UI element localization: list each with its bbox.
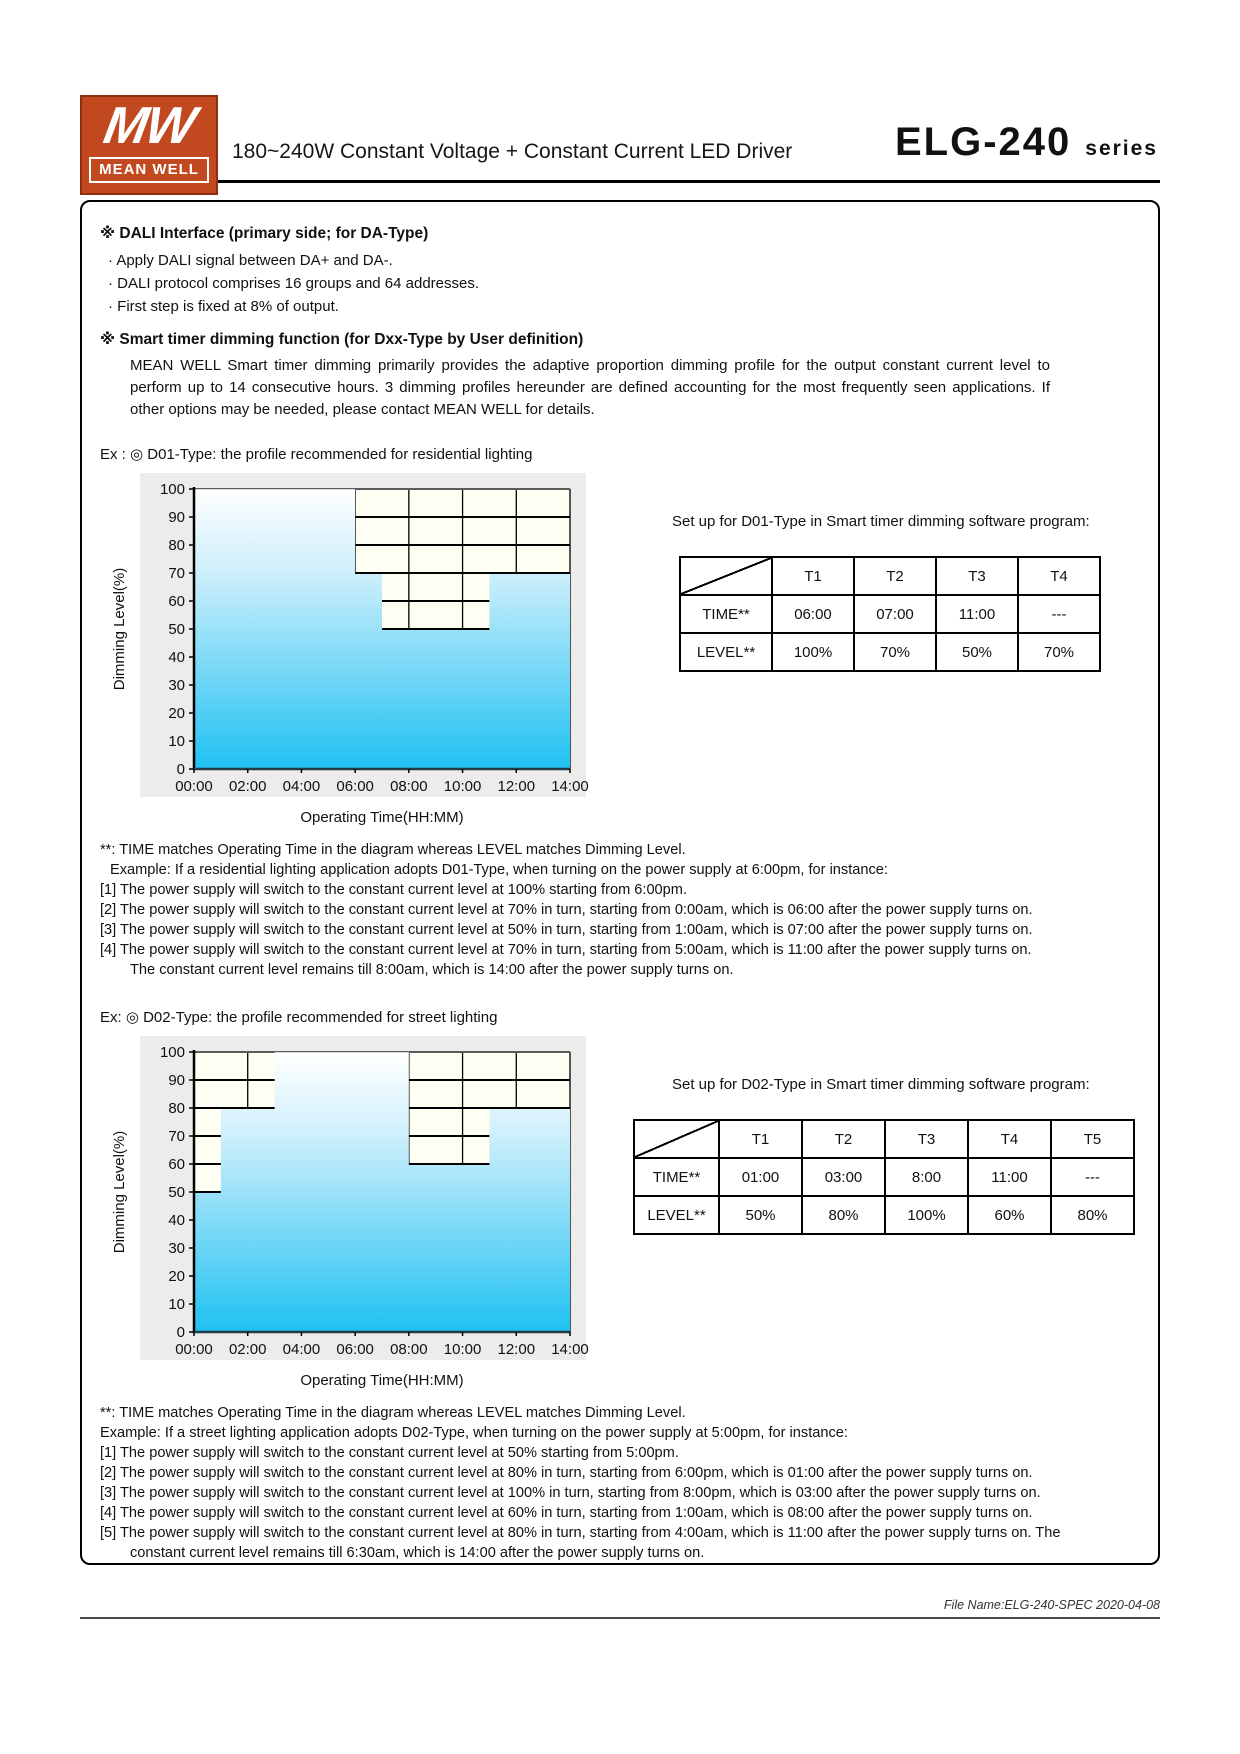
- logo-brand-text: MEAN WELL: [89, 157, 209, 183]
- cell: 80%: [802, 1196, 885, 1234]
- table-row: [634, 1196, 1134, 1234]
- svg-text:80: 80: [168, 1100, 185, 1117]
- series-title: [895, 120, 1158, 165]
- d02-note-5-continuation: constant current level remains till 6:30am, which is 14:00 after the power supply turns on.: [130, 1545, 705, 1561]
- cell: 07:00: [854, 595, 936, 633]
- col-header: T3: [885, 1120, 968, 1158]
- table-row: [680, 633, 1100, 671]
- cell: 70%: [854, 633, 936, 671]
- footer-file-name: File Name:ELG-240-SPEC 2020-04-08: [80, 1598, 1160, 1619]
- d01-note-4: [4] The power supply will switch to the constant current level at 70% in turn, starting from 5:00am, which is 11:00 after the power supply turns on.: [100, 942, 1032, 958]
- header-rule: [218, 180, 1160, 183]
- dali-bullet-1: · Apply DALI signal between DA+ and DA-.: [108, 252, 393, 269]
- svg-text:00:00: 00:00: [175, 778, 213, 795]
- col-header: T1: [772, 557, 854, 595]
- d02-example-intro: Example: If a street lighting application adopts D02-Type, when turning on the power supply at 5:00pm, for instance:: [100, 1425, 848, 1441]
- diagonal-corner-cell: [634, 1120, 719, 1158]
- col-header: T2: [854, 557, 936, 595]
- d02-x-axis-title: Operating Time(HH:MM): [300, 1372, 464, 1389]
- svg-text:60: 60: [168, 1156, 185, 1173]
- dali-bullet-2: · DALI protocol comprises 16 groups and 64 addresses.: [108, 275, 480, 292]
- d01-note-2: [2] The power supply will switch to the constant current level at 70% in turn, starting from 0:00am, which is 06:00 after the power supply turns on.: [100, 902, 1033, 918]
- d02-chart-widget: [110, 1036, 590, 1389]
- cell: ---: [1051, 1158, 1134, 1196]
- svg-text:Dimming Level(%): Dimming Level(%): [111, 567, 128, 691]
- content-box: [80, 200, 1160, 1565]
- svg-text:02:00: 02:00: [228, 1341, 267, 1358]
- svg-text:08:00: 08:00: [390, 1341, 428, 1358]
- d02-chart-block: [110, 1036, 1140, 1389]
- d01-footnote: **: TIME matches Operating Time in the diagram whereas LEVEL matches Dimming Level.: [100, 842, 686, 858]
- d02-footnote: **: TIME matches Operating Time in the diagram whereas LEVEL matches Dimming Level.: [100, 1405, 686, 1421]
- d01-setup-caption: Set up for D01-Type in Smart timer dimming software program:: [672, 513, 1090, 530]
- cell: 06:00: [772, 595, 854, 633]
- svg-text:12:00: 12:00: [497, 778, 536, 795]
- svg-text:50: 50: [168, 1184, 185, 1201]
- d02-dimming-profile-chart: [110, 1036, 590, 1364]
- svg-text:Dimming Level(%): Dimming Level(%): [111, 1130, 128, 1254]
- col-header: T5: [1051, 1120, 1134, 1158]
- row-label: TIME**: [680, 595, 772, 633]
- d02-note-5: [5] The power supply will switch to the constant current level at 80% in turn, starting from 4:00am, which is 11:00 after the power supply turns on. The: [100, 1525, 1061, 1541]
- d02-note-2: [2] The power supply will switch to the constant current level at 80% in turn, starting from 6:00pm, which is 01:00 after the power supply turns on.: [100, 1465, 1033, 1481]
- d02-setup-column: [632, 1036, 1135, 1389]
- col-header: T4: [968, 1120, 1051, 1158]
- svg-text:10:00: 10:00: [443, 778, 482, 795]
- svg-text:60: 60: [168, 593, 185, 610]
- svg-text:06:00: 06:00: [336, 778, 374, 795]
- cell: 100%: [772, 633, 854, 671]
- dali-bullet-3: · First step is fixed at 8% of output.: [108, 298, 339, 315]
- svg-text:08:00: 08:00: [390, 778, 428, 795]
- cell: 80%: [1051, 1196, 1134, 1234]
- d01-example-intro: Example: If a residential lighting application adopts D01-Type, when turning on the power supply at 6:00pm, for instance:: [110, 862, 888, 878]
- col-header: T4: [1018, 557, 1100, 595]
- d01-chart-widget: [110, 473, 590, 826]
- svg-text:70: 70: [168, 565, 185, 582]
- d01-example-label: Ex : ◎ D01-Type: the profile recommended for residential lighting: [100, 446, 533, 463]
- cell: 01:00: [719, 1158, 802, 1196]
- svg-text:40: 40: [168, 649, 185, 666]
- col-header: T2: [802, 1120, 885, 1158]
- series-name: ELG-240: [894, 120, 1072, 164]
- d01-note-3: [3] The power supply will switch to the constant current level at 50% in turn, starting from 1:00am, which is 07:00 after the power supply turns on.: [100, 922, 1033, 938]
- cell: 70%: [1018, 633, 1100, 671]
- table-row: [680, 557, 1100, 595]
- svg-text:40: 40: [168, 1212, 185, 1229]
- d02-note-4: [4] The power supply will switch to the constant current level at 60% in turn, starting from 1:00am, which is 08:00 after the power supply turns on.: [100, 1505, 1033, 1521]
- svg-text:100: 100: [159, 1044, 185, 1061]
- dali-heading: ※ DALI Interface (primary side; for DA-Type): [100, 225, 429, 242]
- col-header: T1: [719, 1120, 802, 1158]
- cell: ---: [1018, 595, 1100, 633]
- cell: 03:00: [802, 1158, 885, 1196]
- d02-note-1: [1] The power supply will switch to the constant current level at 50% starting from 5:00pm.: [100, 1445, 679, 1461]
- svg-text:30: 30: [168, 1240, 185, 1257]
- cell: 100%: [885, 1196, 968, 1234]
- svg-text:30: 30: [168, 677, 185, 694]
- cell: 50%: [719, 1196, 802, 1234]
- document-title: 180~240W Constant Voltage + Constant Current LED Driver: [232, 140, 793, 163]
- svg-text:04:00: 04:00: [282, 778, 321, 795]
- svg-text:02:00: 02:00: [228, 778, 267, 795]
- row-label: LEVEL**: [634, 1196, 719, 1234]
- svg-text:00:00: 00:00: [175, 1341, 213, 1358]
- d01-notes: [100, 840, 1140, 980]
- smart-timer-heading: ※ Smart timer dimming function (for Dxx-Type by User definition): [100, 331, 584, 348]
- meanwell-logo: [80, 95, 218, 195]
- col-header: T3: [936, 557, 1018, 595]
- svg-text:80: 80: [168, 537, 185, 554]
- cell: 50%: [936, 633, 1018, 671]
- logo-mw-monogram: MW: [99, 97, 199, 155]
- d02-setup-table: [633, 1119, 1135, 1235]
- svg-text:06:00: 06:00: [336, 1341, 374, 1358]
- table-row: [634, 1158, 1134, 1196]
- cell: 60%: [968, 1196, 1051, 1234]
- d01-dimming-profile-chart: [110, 473, 590, 801]
- svg-text:12:00: 12:00: [497, 1341, 536, 1358]
- svg-text:04:00: 04:00: [282, 1341, 321, 1358]
- table-row: [634, 1120, 1134, 1158]
- svg-text:14:00: 14:00: [551, 1341, 589, 1358]
- svg-text:0: 0: [176, 1324, 185, 1341]
- svg-text:90: 90: [168, 1072, 185, 1089]
- smart-timer-paragraph: MEAN WELL Smart timer dimming primarily provides the adaptive proportion dimming profile for the output constant current level to perform up to 14 consecutive hours. 3 dimming profiles hereunder are defined accounting for the most frequently seen applications. If other options may be needed, please contact MEAN WELL for details.: [130, 357, 1050, 418]
- svg-text:20: 20: [168, 1268, 185, 1285]
- diagonal-corner-cell: [680, 557, 772, 595]
- d02-notes: [100, 1403, 1140, 1563]
- svg-text:20: 20: [168, 705, 185, 722]
- svg-text:10: 10: [168, 733, 185, 750]
- d01-note-1: [1] The power supply will switch to the constant current level at 100% starting from 6:00pm.: [100, 882, 688, 898]
- d01-note-4-continuation: The constant current level remains till 8:00am, which is 14:00 after the power supply turns on.: [130, 962, 734, 978]
- svg-text:70: 70: [168, 1128, 185, 1145]
- series-suffix: series: [1085, 137, 1158, 160]
- table-row: [680, 595, 1100, 633]
- d02-note-3: [3] The power supply will switch to the constant current level at 100% in turn, starting from 8:00pm, which is 03:00 after the power supply turns on.: [100, 1485, 1041, 1501]
- d01-setup-column: [632, 473, 1101, 826]
- d02-setup-caption: Set up for D02-Type in Smart timer dimming software program:: [672, 1076, 1090, 1093]
- svg-text:0: 0: [176, 761, 185, 778]
- d01-chart-block: [110, 473, 1140, 826]
- d01-x-axis-title: Operating Time(HH:MM): [300, 809, 464, 826]
- svg-text:10: 10: [168, 1296, 185, 1313]
- svg-text:14:00: 14:00: [551, 778, 589, 795]
- cell: 11:00: [936, 595, 1018, 633]
- cell: 11:00: [968, 1158, 1051, 1196]
- d01-setup-table: [679, 556, 1101, 672]
- row-label: LEVEL**: [680, 633, 772, 671]
- svg-text:50: 50: [168, 621, 185, 638]
- cell: 8:00: [885, 1158, 968, 1196]
- d02-example-label: Ex: ◎ D02-Type: the profile recommended for street lighting: [100, 1009, 498, 1026]
- svg-text:90: 90: [168, 509, 185, 526]
- svg-text:10:00: 10:00: [443, 1341, 482, 1358]
- svg-text:100: 100: [159, 481, 185, 498]
- row-label: TIME**: [634, 1158, 719, 1196]
